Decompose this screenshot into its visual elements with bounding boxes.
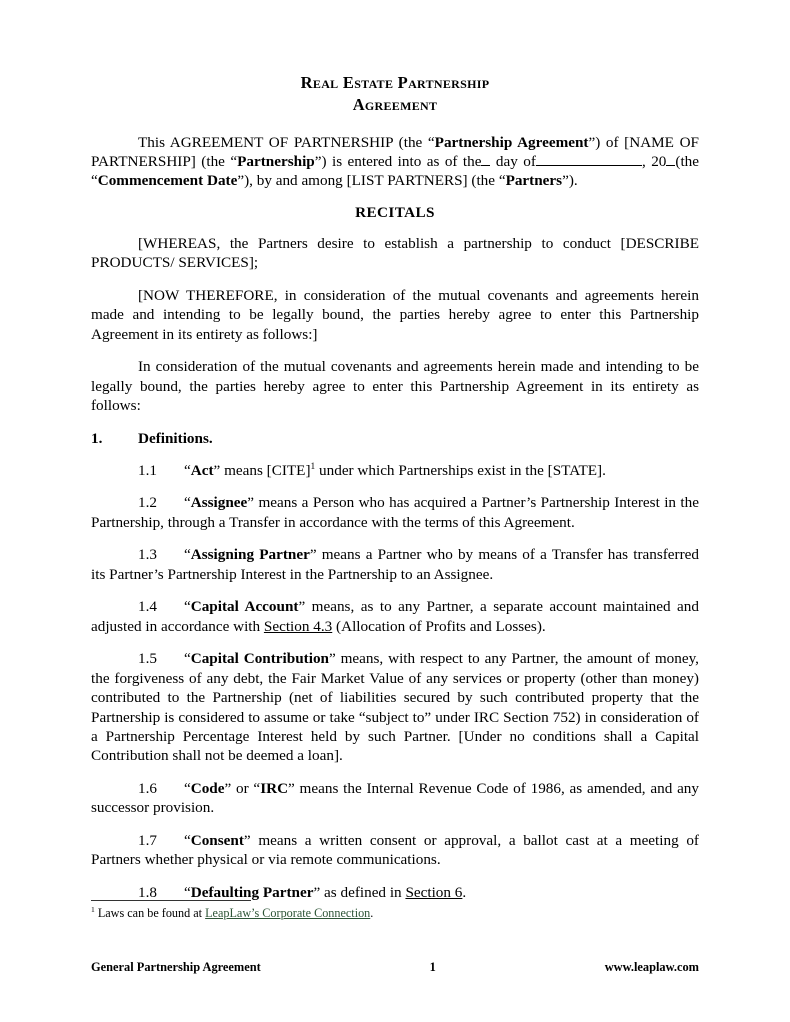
definition-1-6-text: ” means the Internal Revenue Code of 1986, as amended, and any successor provision. [91,779,699,817]
definition-1-3-quote-open: “ [184,546,191,564]
definition-1-1-number: 1.1 [138,461,157,479]
section-1-label: Definitions. [138,429,213,447]
document-title-line-2: Agreement [352,94,438,114]
footnote-area [91,900,699,922]
definition-1-5-text: ” means, with respect to any Partner, the amount of money, the forgiveness of any debt, the Fair Market Value of any services or property (other than money) contributed to the Partnership (net of liabilities secured by such contributed property that the Partnership is considered to assume or take “subject to” under IRC Section 752) in consideration of a Partnership Percentage Interest held by such Partner. [Under no conditions shall a Capital Contribution shall not be deemed a loan]. [91,650,699,765]
definition-1-3-text: ” means a Partner who by means of a Transfer has transferred its Partner’s Partnership Interest in the Partnership to an Assignee. [91,546,699,583]
cross-reference-section-6[interactable]: Section 6 [405,883,463,901]
definition-1-3-number: 1.3 [138,546,157,564]
preamble-text-a: This AGREEMENT OF PARTNERSHIP (the “ [138,133,435,151]
definition-1-8-quote-open: “ [184,883,191,901]
definition-1-4-text-c: (Allocation of Profits and Losses). [332,617,546,635]
definition-1-6-text-mid: ” or “ [224,779,261,797]
cross-reference-section-4-3[interactable]: Section 4.3 [263,617,333,635]
footnote-1 [91,906,699,922]
definition-1-6-number: 1.6 [138,779,157,797]
preamble-text-f: (the “ [91,152,700,190]
definition-1-3 [91,545,699,584]
footnote-separator [91,900,251,901]
recital-whereas: [WHEREAS, the Partners desire to establish a partnership to conduct [DESCRIBE PRODUCTS/ SERVICES]; [91,234,699,272]
preamble-text-e: , 20 [641,152,667,170]
section-1-heading [91,429,699,448]
definition-1-4-number: 1.4 [138,598,157,616]
footer-document-name: General Partnership Agreement [91,960,261,974]
definition-1-7-number: 1.7 [138,831,157,849]
recitals-heading: RECITALS [355,203,435,221]
definition-1-7-quote-open: “ [184,831,191,849]
definition-1-8-number: 1.8 [138,883,157,901]
defined-term-assignee: Assignee [190,494,248,512]
definition-1-5-quote-open: “ [184,650,191,668]
defined-term-code: Code [190,779,225,797]
page-footer [91,960,699,975]
defined-term-capital-account: Capital Account [190,598,299,616]
definition-1-6-quote-open: “ [184,779,191,797]
defined-term-consent: Consent [190,831,244,849]
recital-consideration: In consideration of the mutual covenants and agreements herein made and intending to be legally bound, the parties hereby agree to enter this Partnership Agreement in its entirety as follows: [91,358,699,415]
footnote-marker-1: 1 [91,904,95,914]
preamble-paragraph [91,133,699,191]
definition-1-2-number: 1.2 [138,494,157,512]
definition-1-6 [91,779,699,818]
defined-term-commencement-date: Commencement Date [97,172,238,190]
footnote-text-before: Laws can be found at [94,906,206,920]
document-title [91,72,699,116]
defined-term-irc: IRC [260,779,289,797]
definition-1-2 [91,493,699,532]
footer-website: www.leaplaw.com [604,960,699,974]
recital-now-therefore: [NOW THEREFORE, in consideration of the mutual covenants and agreements herein made and intending to be legally bound, the parties hereby agree to enter this Partnership Agreement in its entirety as follows:] [91,286,699,343]
defined-term-act: Act [190,461,214,479]
preamble-text-h: ”). [562,172,578,190]
definition-1-5-number: 1.5 [138,650,157,668]
leaplaw-corporate-connection-link[interactable]: LeapLaw’s Corporate Connection [205,906,371,920]
definition-1-8-text-c: . [462,883,467,901]
footnote-reference-1[interactable]: 1 [310,461,316,472]
defined-term-capital-contribution: Capital Contribution [190,650,329,668]
definition-1-7 [91,831,699,870]
preamble-text-b: ”) of [NAME OF PARTNERSHIP] (the “ [91,133,699,170]
definition-1-2-quote-open: “ [184,494,191,512]
defined-term-defaulting-partner: Defaulting Partner [190,883,314,901]
preamble-text-c: ”) is entered into as of the [314,152,482,170]
preamble-text-d: day of [490,152,536,170]
document-title-line-1: Real Estate Partnership [300,73,490,92]
definition-1-1-text-b: ” means [CITE] [213,461,311,479]
defined-term-partnership: Partnership [237,152,315,170]
definition-1-4 [91,597,699,636]
definition-1-1-quote-open: “ [184,461,191,479]
footer-page-number: 1 [429,960,436,974]
preamble-text-g: ”), by and among [LIST PARTNERS] (the “ [237,172,506,190]
defined-term-partners: Partners [505,172,563,190]
definition-1-8-text-b: ” as defined in [313,883,406,901]
definition-1-4-text-b: ” means, as to any Partner, a separate account maintained and adjusted in accordance with [91,598,699,635]
definition-1-1 [91,461,699,480]
section-1-number: 1. [91,429,103,447]
defined-term-partnership-agreement: Partnership Agreement [434,133,589,151]
footnote-text-after: . [370,906,374,920]
definition-1-1-text-c: under which Partnerships exist in the [STATE]. [315,461,606,479]
defined-term-assigning-partner: Assigning Partner [190,546,310,564]
definition-1-4-quote-open: “ [184,598,191,616]
definition-1-2-text: ” means a Person who has acquired a Partner’s Partnership Interest in the Partnership, through a Transfer in accordance with the terms of this Agreement. [91,494,699,531]
definition-1-5 [91,649,699,766]
document-body [91,72,699,915]
definition-1-7-text: ” means a written consent or approval, a ballot cast at a meeting of Partners whether physical or via remote communications. [91,831,699,869]
month-blank-field[interactable] [536,152,642,166]
